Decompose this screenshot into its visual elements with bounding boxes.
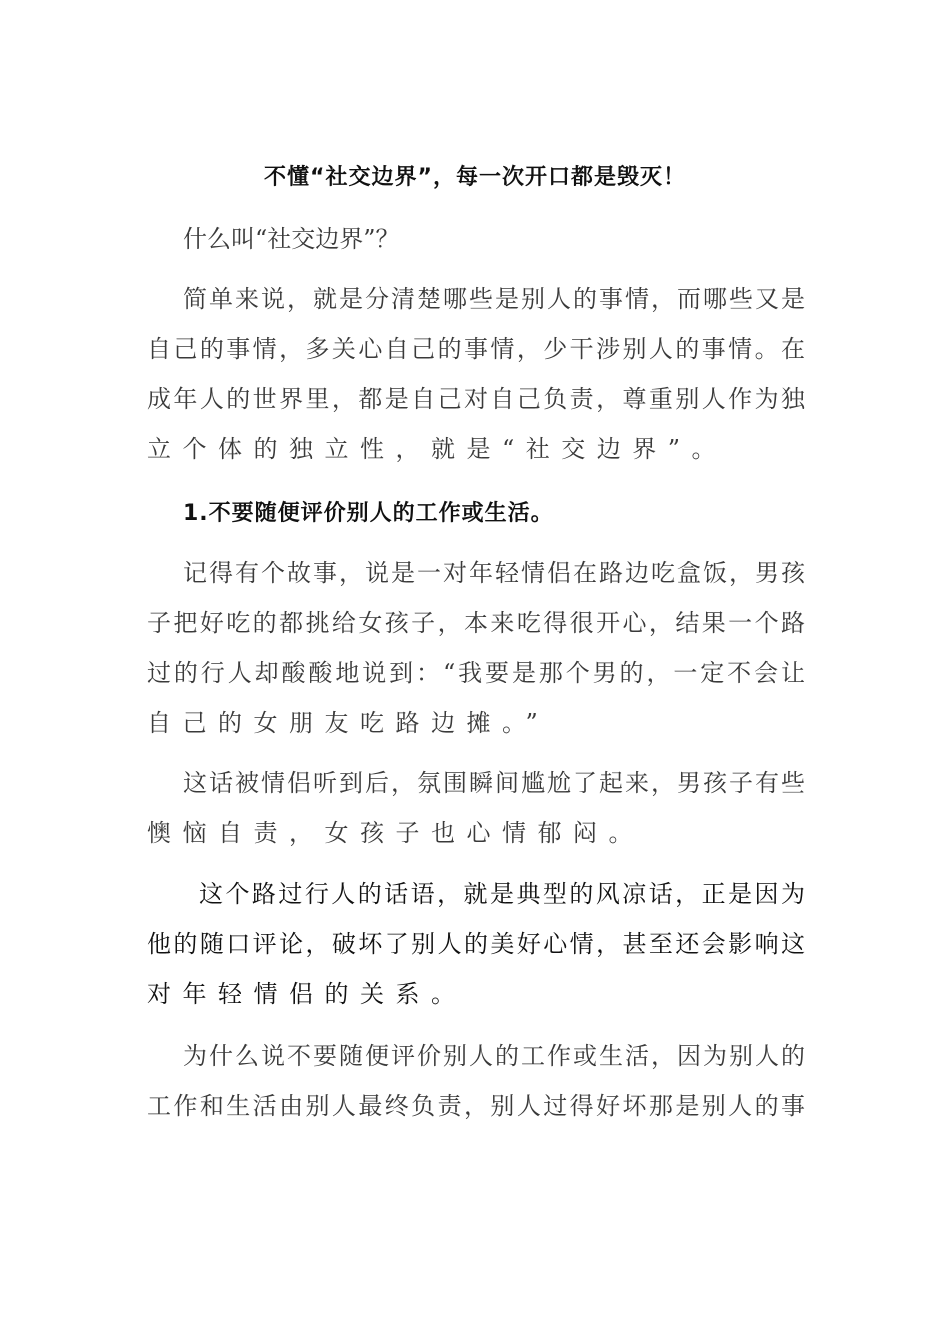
paragraph-line: 懊恼自责，女孩子也心情郁闷。 [147, 819, 644, 847]
paragraph-line: 子把好吃的都挑给女孩子，本来吃得很开心，结果一个路 [147, 609, 805, 637]
paragraph-line: 自己的女朋友吃路边摊。” [147, 709, 550, 737]
paragraph-line: 为什么说不要随便评价别人的工作或生活，因为别人的 [183, 1042, 805, 1070]
paragraph-line: 成年人的世界里，都是自己对自己负责，尊重别人作为独 [147, 385, 805, 413]
paragraph-line: 立个体的独立性，就是“社交边界”。 [147, 435, 728, 463]
paragraph-line: 工作和生活由别人最终负责，别人过得好坏那是别人的事 [147, 1092, 805, 1120]
paragraph-line: 这个路过行人的话语，就是典型的风凉话，正是因为 [199, 880, 805, 908]
paragraph-line: 记得有个故事，说是一对年轻情侣在路边吃盒饭，男孩 [183, 559, 805, 587]
paragraph-line: 自己的事情，多关心自己的事情，少干涉别人的事情。在 [147, 335, 805, 363]
paragraph-line: 他的随口评论，破坏了别人的美好心情，甚至还会影响这 [147, 930, 805, 958]
paragraph-line: 简单来说，就是分清楚哪些是别人的事情，而哪些又是 [183, 285, 805, 313]
question-line: 什么叫“社交边界”？ [183, 225, 400, 253]
paragraph-line: 对年轻情侣的关系。 [147, 980, 467, 1008]
section-heading: 1.不要随便评价别人的工作或生活。 [183, 501, 554, 526]
document-title: 不懂“社交边界”，每一次开口都是毁灭！ [264, 165, 686, 190]
paragraph-line: 这话被情侣听到后，氛围瞬间尴尬了起来，男孩子有些 [183, 769, 805, 797]
paragraph-line: 过的行人却酸酸地说到：“我要是那个男的，一定不会让 [147, 659, 805, 687]
